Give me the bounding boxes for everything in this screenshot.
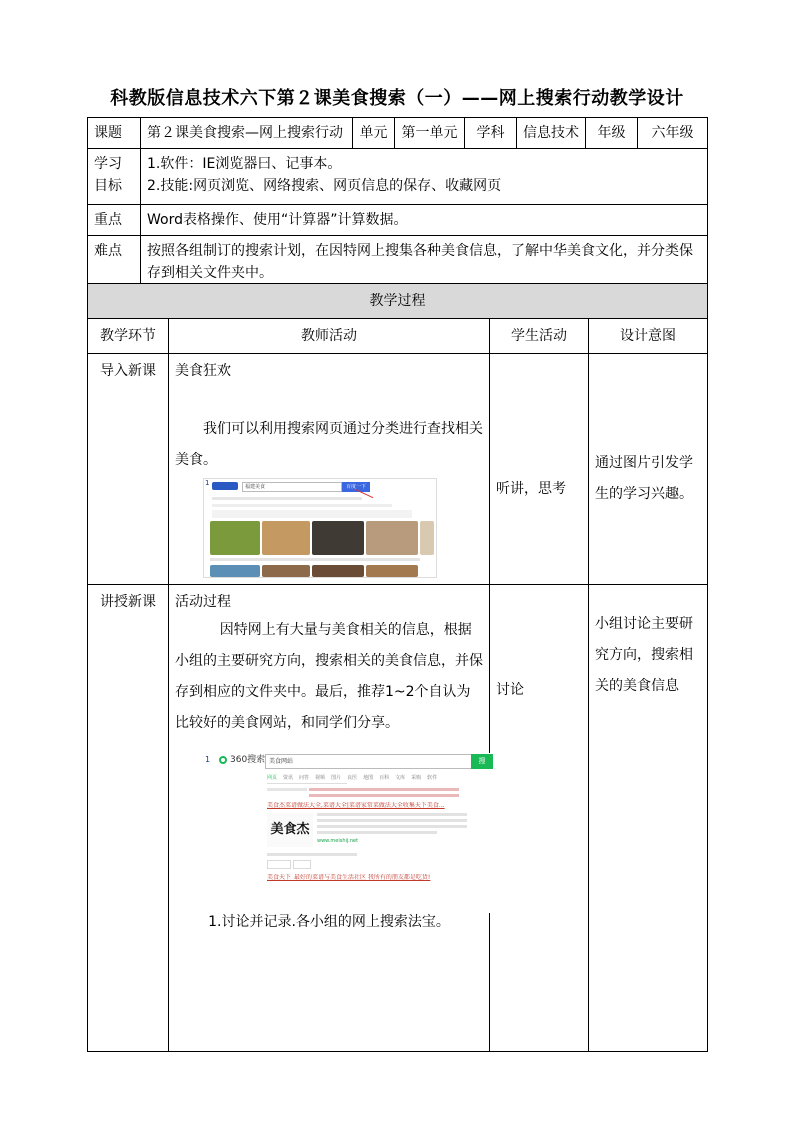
- tabs-divider: [267, 783, 347, 784]
- result-tag-2[interactable]: [293, 860, 311, 869]
- header-student: 学生活动: [490, 319, 589, 354]
- grade-label: 年级: [586, 118, 638, 149]
- result-snippet-line4: [317, 831, 437, 834]
- result-sublinks: [267, 853, 357, 856]
- teacher-activity-teach: [169, 585, 490, 1052]
- search360-button: 搜: [471, 754, 493, 769]
- food-image-5: [420, 521, 434, 555]
- search360-tabs: [267, 775, 437, 781]
- teacher-text-teach: 因特网上有大量与美食相关的信息，根据小组的主要研究方向，搜索相关的美食信息，并保存到相应的文件夹中。最后，推荐1~2个自认为比较好的美食网站，和同学们分享。: [175, 622, 483, 731]
- search360-screenshot: [205, 753, 493, 913]
- goal-item-1: 1.软件：IE浏览器曰、记事本。: [147, 156, 342, 172]
- result-url: www.meishij.net: [317, 838, 359, 844]
- food-image-4: [366, 521, 418, 555]
- suggest-links-row1: [309, 788, 459, 791]
- subject-label: 学科: [465, 118, 517, 149]
- intent-teach: 小组讨论主要研究方向，搜索相关的美食信息: [589, 585, 708, 1052]
- tab-news: 资讯: [283, 775, 294, 781]
- goal-content: [141, 149, 708, 205]
- tab-image: 图片: [331, 775, 342, 781]
- difficulty-label: 难点: [88, 236, 141, 289]
- unit-label: 单元: [353, 118, 395, 149]
- suggest-label: [267, 788, 307, 791]
- process-banner: 教学过程: [88, 284, 708, 319]
- tab-map: 地图: [363, 775, 374, 781]
- stage-intro: 导入新课: [88, 354, 169, 585]
- suggest-links-row2: [309, 794, 459, 797]
- result-snippet-line1: [317, 813, 467, 816]
- topic-value: 第２课美食搜索—网上搜索行动: [141, 118, 353, 149]
- filter-bar: [212, 504, 392, 507]
- header-intent: 设计意图: [589, 319, 708, 354]
- screenshot-index: 1: [205, 479, 210, 487]
- unit-value: 第一单元: [395, 118, 465, 149]
- grade-value: 六年级: [638, 118, 708, 149]
- food-image-2: [262, 521, 310, 555]
- baidu-logo-icon: [212, 482, 238, 490]
- baidu-search-button: 百度一下: [342, 482, 370, 492]
- goal-label: [88, 149, 141, 205]
- category-tags: [212, 510, 412, 518]
- goal-label-line2: 目标: [94, 178, 122, 194]
- student-activity-intro: 听讲，思考: [490, 354, 589, 585]
- focus-value: Word表格操作、使用“计算器”计算数据。: [141, 205, 708, 236]
- document-title: 科教版信息技术六下第２课美食搜索（一）——网上搜索行动教学设计: [110, 88, 684, 109]
- teacher-text-intro: 我们可以利用搜索网页通过分类进行查找相关美食。: [175, 421, 483, 468]
- subject-value: 信息技术: [517, 118, 586, 149]
- header-stage: 教学环节: [88, 319, 169, 354]
- food-image-6: [210, 565, 260, 577]
- teacher-title-intro: 美食狂欢: [175, 363, 231, 379]
- result-title-1[interactable]: 美食杰菜谱做法大全,菜谱大全|菜谱家常菜做法大全收集天下美食...: [267, 802, 445, 809]
- goal-label-line1: 学习: [94, 156, 122, 172]
- result-tag-1[interactable]: [267, 860, 291, 869]
- tab-qa: 问答: [299, 775, 310, 781]
- baidu-screenshot: [203, 478, 437, 578]
- lesson-info-table: [87, 117, 708, 289]
- tab-baike: 百科: [379, 775, 390, 781]
- search360-input: 美食网站: [265, 754, 472, 769]
- screenshot-index-2: 1: [205, 755, 211, 764]
- food-image-9: [366, 565, 418, 577]
- header-teacher: 教师活动: [169, 319, 490, 354]
- meishijie-logo: 美食杰: [267, 813, 313, 847]
- tab-video: 视频: [315, 775, 326, 781]
- tab-software: 软件: [427, 775, 438, 781]
- tab-purchase: 采购: [411, 775, 422, 781]
- difficulty-value: 按照各组制订的搜索计划，在因特网上搜集各种美食信息，了解中华美食文化，并分类保存到相关文件夹中。: [141, 236, 708, 289]
- search360-logo-text: 360搜索: [230, 755, 266, 765]
- food-image-3: [312, 521, 364, 555]
- result-snippet-line3: [317, 825, 467, 828]
- tab-doctor: 良医: [347, 775, 358, 781]
- goal-item-2: 2.技能:网页浏览、网络搜索、网页信息的保存、收藏网页: [147, 178, 502, 194]
- image-captions: [210, 558, 420, 561]
- discussion-note: 1.讨论并记录.各小组的网上搜索法宝。: [208, 914, 450, 930]
- teacher-activity-intro: [169, 354, 490, 585]
- result-title-2[interactable]: 美食天下_最好的菜谱与美食生活社区 我所有的朋友都是吃货!: [267, 874, 431, 881]
- topic-label: 课题: [88, 118, 141, 149]
- student-activity-teach: 讨论: [490, 585, 589, 1052]
- food-image-1: [210, 521, 260, 555]
- stage-teach: 讲授新课: [88, 585, 169, 1052]
- focus-label: 重点: [88, 205, 141, 236]
- tabs-bar: [212, 497, 362, 500]
- baidu-search-input: 福建美食: [242, 482, 342, 492]
- food-image-8: [312, 565, 364, 577]
- tab-wenku: 文库: [395, 775, 406, 781]
- teaching-process-table: [87, 283, 708, 1052]
- teacher-title-teach: 活动过程: [175, 594, 231, 610]
- tab-web: 网页: [267, 775, 278, 781]
- intent-intro: 通过图片引发学生的学习兴趣。: [589, 354, 708, 585]
- search360-logo-icon: [219, 756, 227, 764]
- result-snippet-line2: [317, 819, 467, 822]
- food-image-7: [262, 565, 310, 577]
